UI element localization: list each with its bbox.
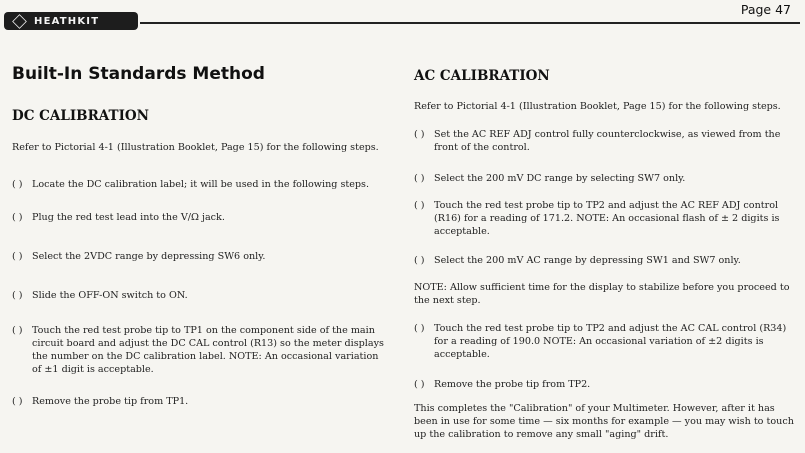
checkbox[interactable]: ( ) xyxy=(12,396,23,407)
step-text: Touch the red test probe tip to TP2 and adjust the AC CAL control (R34) for a reading of 190.0 NOTE: An occasional variation of ±2 digits is acceptable. xyxy=(434,323,787,360)
step-text: Locate the DC calibration label; it will be used in the following steps. xyxy=(32,179,370,190)
dc-intro: Refer to Pictorial 4-1 (Illustration Booklet, Page 15) for the following steps. xyxy=(12,142,379,153)
ac-step xyxy=(414,254,794,267)
dc-calibration-heading: DC CALIBRATION xyxy=(12,108,150,124)
dc-step xyxy=(12,289,390,302)
checkbox[interactable]: ( ) xyxy=(414,200,425,211)
step-text: Remove the probe tip from TP1. xyxy=(32,396,189,407)
step-text: Slide the OFF-ON switch to ON. xyxy=(32,290,188,301)
step-text: Touch the red test probe tip to TP2 and adjust the AC REF ADJ control (R16) for a reading of 171.2. NOTE: An occasional flash of ± 2 digits is acceptable. xyxy=(434,200,780,237)
page-title: Built-In Standards Method xyxy=(12,64,265,84)
dc-step xyxy=(12,211,390,224)
ac-intro: Refer to Pictorial 4-1 (Illustration Booklet, Page 15) for the following steps. xyxy=(414,101,781,112)
step-text: Set the AC REF ADJ control fully counterclockwise, as viewed from the front of the control. xyxy=(434,129,781,153)
logo-text: HEATHKIT xyxy=(34,15,100,27)
ac-step xyxy=(414,128,794,154)
ac-step xyxy=(414,322,794,361)
checkbox[interactable]: ( ) xyxy=(12,290,23,301)
ac-step xyxy=(414,172,794,185)
dc-step xyxy=(12,395,390,408)
heathkit-logo xyxy=(4,12,138,30)
step-text: Select the 200 mV DC range by selecting SW7 only. xyxy=(434,173,686,184)
checkbox[interactable]: ( ) xyxy=(12,251,23,262)
checkbox[interactable]: ( ) xyxy=(414,323,425,334)
ac-step xyxy=(414,199,794,238)
page-number: Page 47 xyxy=(740,2,791,17)
checkbox[interactable]: ( ) xyxy=(414,379,425,390)
ac-note: NOTE: Allow sufficient time for the display to stabilize before you proceed to the next step. xyxy=(414,282,790,306)
step-text: Touch the red test probe tip to TP1 on the component side of the main circuit board and adjust the DC CAL control (R13) so the meter displays the number on the DC calibration label. NOTE: An occasional variation of ±1 digit is acceptable. xyxy=(32,325,384,375)
step-text: Select the 2VDC range by depressing SW6 only. xyxy=(32,251,266,262)
ac-calibration-heading: AC CALIBRATION xyxy=(414,68,550,84)
dc-step xyxy=(12,178,390,191)
header-rule xyxy=(140,22,800,24)
checkbox[interactable]: ( ) xyxy=(12,179,23,190)
checkbox[interactable]: ( ) xyxy=(12,325,23,336)
closing-paragraph: This completes the "Calibration" of your Multimeter. However, after it has been in use for some time — six months for example — you may wish to touch up the calibration to remove any small "aging" drift. xyxy=(414,403,794,440)
checkbox[interactable]: ( ) xyxy=(414,255,425,266)
dc-step xyxy=(12,250,390,263)
step-text: Plug the red test lead into the V/Ω jack. xyxy=(32,212,225,223)
step-text: Select the 200 mV AC range by depressing SW1 and SW7 only. xyxy=(434,255,741,266)
dc-step xyxy=(12,324,390,376)
checkbox[interactable]: ( ) xyxy=(414,129,425,140)
checkbox[interactable]: ( ) xyxy=(414,173,425,184)
ac-step xyxy=(414,378,794,391)
step-text: Remove the probe tip from TP2. xyxy=(434,379,591,390)
heathkit-diamond-icon xyxy=(10,15,28,27)
checkbox[interactable]: ( ) xyxy=(12,212,23,223)
